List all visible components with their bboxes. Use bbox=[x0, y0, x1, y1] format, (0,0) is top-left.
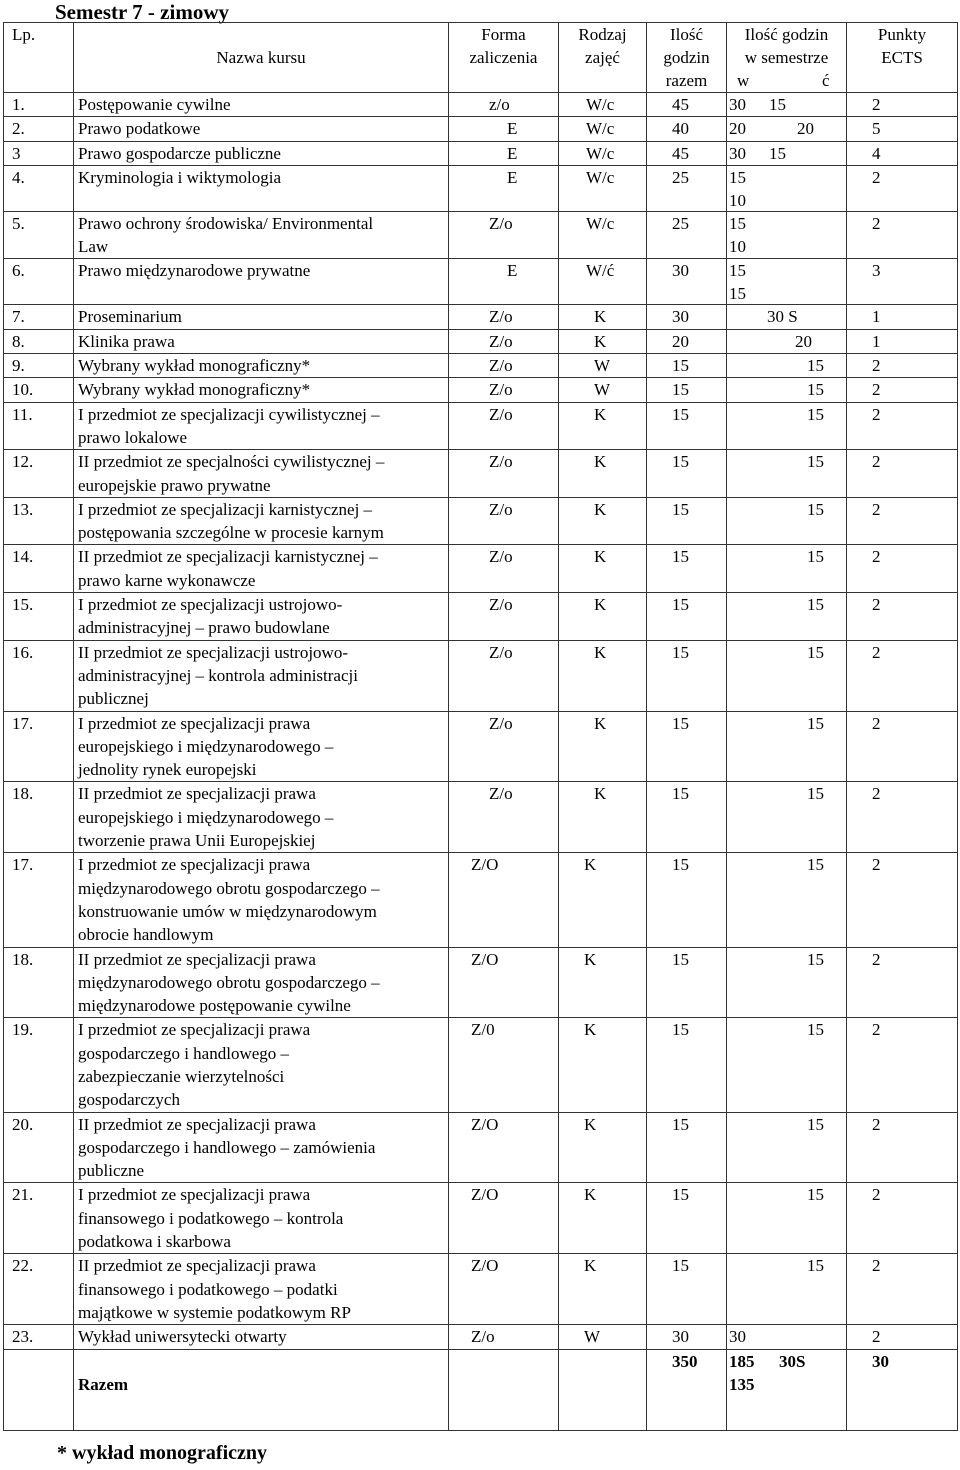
row-forma: Z/O bbox=[449, 1112, 559, 1183]
summary-empty-2 bbox=[559, 1349, 647, 1430]
row-ilosc: 15 bbox=[647, 354, 727, 378]
table-row bbox=[4, 711, 958, 782]
row-rodzaj: K bbox=[559, 329, 647, 353]
row-ilosc: 15 bbox=[647, 450, 727, 498]
row-ilosc: 25 bbox=[647, 211, 727, 259]
row-semestr: 15 bbox=[727, 378, 847, 402]
row-lp: 13. bbox=[4, 497, 74, 545]
table-row bbox=[4, 593, 958, 641]
row-lp: 18. bbox=[4, 947, 74, 1018]
footnote: * wykład monograficzny bbox=[57, 1442, 267, 1464]
row-semestr: 30 bbox=[727, 1325, 847, 1349]
row-ects: 2 bbox=[847, 402, 958, 450]
row-lp: 20. bbox=[4, 1112, 74, 1183]
row-name: Prawo ochrony środowiska/ Environmental Law bbox=[74, 211, 449, 259]
row-name: II przedmiot ze specjalizacji karnistycznej – prawo karne wykonawcze bbox=[74, 545, 449, 593]
header-name: Nazwa kursu bbox=[216, 48, 306, 67]
row-forma: Z/o bbox=[449, 354, 559, 378]
row-ects: 5 bbox=[847, 117, 958, 141]
row-ects: 2 bbox=[847, 450, 958, 498]
table-row bbox=[4, 497, 958, 545]
row-ilosc: 25 bbox=[647, 165, 727, 211]
row-lp: 4. bbox=[4, 165, 74, 211]
row-name: II przedmiot ze specjalizacji prawa europejskiego i międzynarodowego – tworzenie prawa Unii Europejskiej bbox=[74, 782, 449, 853]
row-ilosc: 30 bbox=[647, 1325, 727, 1349]
row-ilosc: 15 bbox=[647, 1018, 727, 1112]
row-name: I przedmiot ze specjalizacji prawa gospodarczego i handlowego – zabezpieczanie wierzytelności gospodarczych bbox=[74, 1018, 449, 1112]
row-rodzaj: K bbox=[559, 450, 647, 498]
table-row bbox=[4, 259, 958, 305]
row-lp: 12. bbox=[4, 450, 74, 498]
row-rodzaj: W bbox=[559, 378, 647, 402]
row-ilosc: 15 bbox=[647, 1183, 727, 1254]
row-ects: 2 bbox=[847, 354, 958, 378]
summary-label: Razem bbox=[74, 1349, 449, 1430]
row-ilosc: 15 bbox=[647, 947, 727, 1018]
row-lp: 11. bbox=[4, 402, 74, 450]
row-rodzaj: K bbox=[559, 1018, 647, 1112]
row-forma: Z/o bbox=[449, 211, 559, 259]
row-forma: E bbox=[449, 117, 559, 141]
row-semestr: 15 bbox=[727, 1254, 847, 1325]
row-rodzaj: W/c bbox=[559, 141, 647, 165]
row-ects: 2 bbox=[847, 1183, 958, 1254]
row-ects: 2 bbox=[847, 947, 958, 1018]
row-name: I przedmiot ze specjalizacji prawa europejskiego i międzynarodowego – jednolity rynek europejski bbox=[74, 711, 449, 782]
row-lp: 17. bbox=[4, 853, 74, 947]
header-row bbox=[4, 23, 958, 93]
table-row bbox=[4, 1325, 958, 1349]
row-lp: 14. bbox=[4, 545, 74, 593]
table-row bbox=[4, 545, 958, 593]
row-name: I przedmiot ze specjalizacji cywilistycznej – prawo lokalowe bbox=[74, 402, 449, 450]
row-lp: 1. bbox=[4, 93, 74, 117]
row-name: Wykład uniwersytecki otwarty bbox=[74, 1325, 449, 1349]
row-name: Klinika prawa bbox=[74, 329, 449, 353]
table-row bbox=[4, 93, 958, 117]
header-ilosc: Ilość godzin razem bbox=[663, 25, 710, 90]
row-rodzaj: W/c bbox=[559, 93, 647, 117]
row-ects: 2 bbox=[847, 853, 958, 947]
table-row bbox=[4, 1183, 958, 1254]
summary-semestr: 185 30S 135 bbox=[727, 1349, 847, 1430]
row-semestr: 15 bbox=[727, 593, 847, 641]
row-forma: Z/o bbox=[449, 593, 559, 641]
row-semestr: 20 20 bbox=[727, 117, 847, 141]
table-row bbox=[4, 1112, 958, 1183]
row-semestr: 15 bbox=[727, 853, 847, 947]
row-ilosc: 15 bbox=[647, 402, 727, 450]
summary-ilosc: 350 bbox=[647, 1349, 727, 1430]
row-semestr: 30 15 bbox=[727, 141, 847, 165]
row-ects: 2 bbox=[847, 593, 958, 641]
row-ects: 1 bbox=[847, 305, 958, 329]
row-lp: 7. bbox=[4, 305, 74, 329]
row-ilosc: 15 bbox=[647, 711, 727, 782]
row-rodzaj: K bbox=[559, 782, 647, 853]
row-ects: 2 bbox=[847, 93, 958, 117]
table-row bbox=[4, 141, 958, 165]
row-rodzaj: K bbox=[559, 545, 647, 593]
row-rodzaj: K bbox=[559, 853, 647, 947]
row-rodzaj: W/c bbox=[559, 211, 647, 259]
row-name: II przedmiot ze specjalizacji ustrojowo- administracyjnej – kontrola administracji publicznej bbox=[74, 640, 449, 711]
row-forma: Z/o bbox=[449, 305, 559, 329]
row-forma: Z/o bbox=[449, 378, 559, 402]
row-lp: 16. bbox=[4, 640, 74, 711]
row-ilosc: 15 bbox=[647, 1112, 727, 1183]
row-name: Prawo podatkowe bbox=[74, 117, 449, 141]
table-row bbox=[4, 354, 958, 378]
row-semestr: 15 bbox=[727, 545, 847, 593]
table-row bbox=[4, 305, 958, 329]
row-rodzaj: K bbox=[559, 711, 647, 782]
row-ects: 3 bbox=[847, 259, 958, 305]
row-forma: E bbox=[449, 141, 559, 165]
row-lp: 15. bbox=[4, 593, 74, 641]
row-ilosc: 15 bbox=[647, 782, 727, 853]
summary-empty-1 bbox=[449, 1349, 559, 1430]
row-forma: Z/O bbox=[449, 947, 559, 1018]
row-forma: Z/o bbox=[449, 497, 559, 545]
row-forma: Z/o bbox=[449, 711, 559, 782]
row-lp: 22. bbox=[4, 1254, 74, 1325]
row-forma: Z/o bbox=[449, 640, 559, 711]
table-row bbox=[4, 1254, 958, 1325]
row-ilosc: 45 bbox=[647, 93, 727, 117]
row-name: I przedmiot ze specjalizacji karnistycznej – postępowania szczególne w procesie karnym bbox=[74, 497, 449, 545]
row-semestr: 15 bbox=[727, 782, 847, 853]
row-ilosc: 30 bbox=[647, 305, 727, 329]
row-name: Prawo międzynarodowe prywatne bbox=[74, 259, 449, 305]
row-forma: Z/0 bbox=[449, 1018, 559, 1112]
row-forma: E bbox=[449, 165, 559, 211]
row-forma: Z/O bbox=[449, 853, 559, 947]
row-name: Prawo gospodarcze publiczne bbox=[74, 141, 449, 165]
row-semestr: 30 15 bbox=[727, 93, 847, 117]
row-ects: 2 bbox=[847, 782, 958, 853]
page-title: Semestr 7 - zimowy bbox=[55, 0, 229, 24]
row-lp: 10. bbox=[4, 378, 74, 402]
row-semestr: 30 S bbox=[727, 305, 847, 329]
row-ilosc: 15 bbox=[647, 853, 727, 947]
row-forma: Z/o bbox=[449, 1325, 559, 1349]
row-lp: 9. bbox=[4, 354, 74, 378]
table-row bbox=[4, 640, 958, 711]
row-semestr: 15 bbox=[727, 947, 847, 1018]
row-rodzaj: K bbox=[559, 1254, 647, 1325]
row-ects: 4 bbox=[847, 141, 958, 165]
row-name: Wybrany wykład monograficzny* bbox=[74, 354, 449, 378]
row-forma: E bbox=[449, 259, 559, 305]
summary-ects: 30 bbox=[847, 1349, 958, 1430]
row-rodzaj: W bbox=[559, 1325, 647, 1349]
row-rodzaj: W/c bbox=[559, 117, 647, 141]
row-rodzaj: K bbox=[559, 1183, 647, 1254]
row-forma: Z/O bbox=[449, 1183, 559, 1254]
header-ects: Punkty ECTS bbox=[877, 25, 927, 67]
row-ects: 2 bbox=[847, 711, 958, 782]
row-semestr: 15 bbox=[727, 640, 847, 711]
row-semestr: 20 bbox=[727, 329, 847, 353]
header-rodzaj: Rodzaj zajęć bbox=[578, 25, 627, 67]
row-lp: 3 bbox=[4, 141, 74, 165]
row-name: II przedmiot ze specjalizacji prawa gospodarczego i handlowego – zamówienia publiczne bbox=[74, 1112, 449, 1183]
row-lp: 17. bbox=[4, 711, 74, 782]
row-rodzaj: K bbox=[559, 305, 647, 329]
row-forma: Z/O bbox=[449, 1254, 559, 1325]
row-ilosc: 15 bbox=[647, 545, 727, 593]
row-ilosc: 15 bbox=[647, 497, 727, 545]
row-rodzaj: K bbox=[559, 402, 647, 450]
row-rodzaj: K bbox=[559, 593, 647, 641]
row-forma: Z/o bbox=[449, 450, 559, 498]
row-forma: Z/o bbox=[449, 329, 559, 353]
row-forma: Z/o bbox=[449, 782, 559, 853]
row-lp: 23. bbox=[4, 1325, 74, 1349]
row-lp: 8. bbox=[4, 329, 74, 353]
row-ects: 1 bbox=[847, 329, 958, 353]
row-ilosc: 40 bbox=[647, 117, 727, 141]
row-lp: 5. bbox=[4, 211, 74, 259]
row-name: Kryminologia i wiktymologia bbox=[74, 165, 449, 211]
header-lp: Lp. bbox=[12, 25, 36, 44]
row-semestr: 15 bbox=[727, 1183, 847, 1254]
row-ilosc: 15 bbox=[647, 640, 727, 711]
row-name: II przedmiot ze specjalizacji prawa międzynarodowego obrotu gospodarczego – międzynarodowe postępowanie cywilne bbox=[74, 947, 449, 1018]
row-semestr: 15 bbox=[727, 402, 847, 450]
row-semestr: 15 bbox=[727, 450, 847, 498]
table-row bbox=[4, 211, 958, 259]
table-row bbox=[4, 450, 958, 498]
row-semestr: 15 bbox=[727, 354, 847, 378]
row-lp: 21. bbox=[4, 1183, 74, 1254]
table-row bbox=[4, 402, 958, 450]
row-name: I przedmiot ze specjalizacji prawa międzynarodowego obrotu gospodarczego – konstruowanie umów w międzynarodowym obrocie handlowym bbox=[74, 853, 449, 947]
row-ilosc: 30 bbox=[647, 259, 727, 305]
table-row bbox=[4, 329, 958, 353]
row-lp: 19. bbox=[4, 1018, 74, 1112]
row-lp: 6. bbox=[4, 259, 74, 305]
summary-row bbox=[4, 1349, 958, 1430]
row-semestr: 15 bbox=[727, 497, 847, 545]
row-semestr: 15 bbox=[727, 1112, 847, 1183]
summary-lp bbox=[4, 1349, 74, 1430]
row-semestr: 15 bbox=[727, 711, 847, 782]
table-row bbox=[4, 117, 958, 141]
row-ects: 2 bbox=[847, 497, 958, 545]
course-table bbox=[3, 22, 958, 1431]
row-semestr: 15 bbox=[727, 1018, 847, 1112]
row-name: I przedmiot ze specjalizacji ustrojowo- administracyjnej – prawo budowlane bbox=[74, 593, 449, 641]
row-name: II przedmiot ze specjalizacji prawa finansowego i podatkowego – podatki majątkowe w systemie podatkowym RP bbox=[74, 1254, 449, 1325]
row-rodzaj: W/c bbox=[559, 165, 647, 211]
row-forma: Z/o bbox=[449, 402, 559, 450]
table-row bbox=[4, 853, 958, 947]
row-name: Wybrany wykład monograficzny* bbox=[74, 378, 449, 402]
row-lp: 18. bbox=[4, 782, 74, 853]
row-ilosc: 15 bbox=[647, 1254, 727, 1325]
row-ects: 2 bbox=[847, 640, 958, 711]
row-ilosc: 15 bbox=[647, 378, 727, 402]
header-semestr: Ilość godzin w semestrze w ć bbox=[737, 25, 830, 90]
row-semestr: 15 15 bbox=[727, 259, 847, 305]
row-rodzaj: K bbox=[559, 497, 647, 545]
row-ilosc: 20 bbox=[647, 329, 727, 353]
row-ects: 2 bbox=[847, 1112, 958, 1183]
row-rodzaj: K bbox=[559, 640, 647, 711]
row-rodzaj: K bbox=[559, 947, 647, 1018]
row-ects: 2 bbox=[847, 1254, 958, 1325]
row-forma: z/o bbox=[449, 93, 559, 117]
row-name: Postępowanie cywilne bbox=[74, 93, 449, 117]
row-rodzaj: K bbox=[559, 1112, 647, 1183]
header-forma: Forma zaliczenia bbox=[469, 25, 538, 67]
row-name: I przedmiot ze specjalizacji prawa finansowego i podatkowego – kontrola podatkowa i skarbowa bbox=[74, 1183, 449, 1254]
table-row bbox=[4, 947, 958, 1018]
row-lp: 2. bbox=[4, 117, 74, 141]
table-row bbox=[4, 165, 958, 211]
row-ects: 2 bbox=[847, 165, 958, 211]
table-row bbox=[4, 782, 958, 853]
row-name: II przedmiot ze specjalności cywilistycznej – europejskie prawo prywatne bbox=[74, 450, 449, 498]
row-ects: 2 bbox=[847, 1325, 958, 1349]
table-row bbox=[4, 1018, 958, 1112]
row-ilosc: 45 bbox=[647, 141, 727, 165]
row-ilosc: 15 bbox=[647, 593, 727, 641]
row-rodzaj: W bbox=[559, 354, 647, 378]
row-name: Proseminarium bbox=[74, 305, 449, 329]
row-semestr: 15 10 bbox=[727, 165, 847, 211]
row-ects: 2 bbox=[847, 1018, 958, 1112]
row-rodzaj: W/ć bbox=[559, 259, 647, 305]
table-row bbox=[4, 378, 958, 402]
row-forma: Z/o bbox=[449, 545, 559, 593]
row-ects: 2 bbox=[847, 378, 958, 402]
row-semestr: 15 10 bbox=[727, 211, 847, 259]
row-ects: 2 bbox=[847, 545, 958, 593]
row-ects: 2 bbox=[847, 211, 958, 259]
